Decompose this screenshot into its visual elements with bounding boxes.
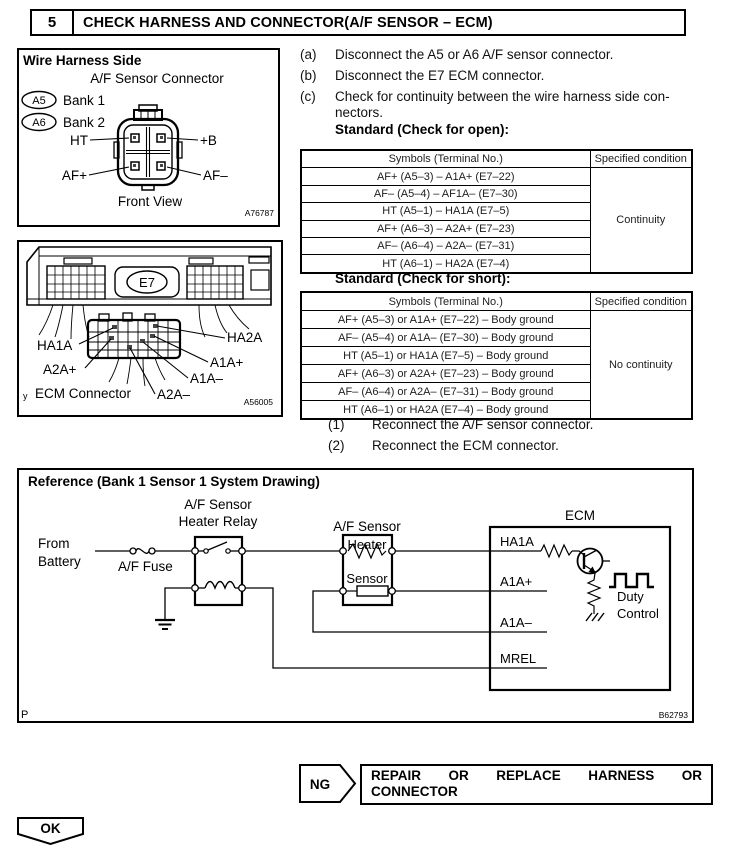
fuse-label: A/F Fuse	[118, 559, 173, 574]
table-row: HT (A6–1) – HA2A (E7–4)	[301, 255, 590, 273]
system-circuit-drawing	[19, 470, 692, 721]
pin-label-a2a-plus: A2A+	[43, 362, 77, 377]
instruction-marker: (a)	[300, 47, 317, 62]
duty-waveform-icon	[609, 574, 654, 587]
terminal-a1a-plus: A1A+	[500, 574, 533, 589]
ok-label: OK	[40, 821, 61, 836]
table-row: HT (A6–1) or HA2A (E7–4) – Body ground	[301, 401, 590, 420]
bank1-label: Bank 1	[63, 93, 106, 108]
column-header-condition: Specified condition	[590, 292, 692, 311]
table-row: AF– (A6–4) or A2A– (E7–31) – Body ground	[301, 383, 590, 401]
ground-symbol	[155, 588, 191, 629]
figure-code: A56005	[243, 397, 273, 407]
table-row: AF+ (A5–3) – A1A+ (E7–22)	[301, 168, 590, 185]
ng-label: NG	[309, 777, 331, 792]
reconnect-step-1	[328, 417, 708, 432]
step-header	[30, 9, 686, 36]
instruction-marker: (c)	[300, 89, 316, 104]
instruction-text: Disconnect the A5 or A6 A/F sensor connector.	[335, 47, 614, 62]
terminal-a1a-minus: A1A–	[500, 615, 532, 630]
figure-title: Wire Harness Side	[23, 53, 142, 68]
ecm-unit	[27, 247, 271, 339]
step-marker: (1)	[328, 417, 345, 432]
connector-body	[114, 105, 182, 190]
instruction-c	[300, 89, 700, 104]
instruction-text: Check for continuity between the wire harness side con-	[335, 89, 670, 104]
from-battery-label-1: From	[38, 536, 70, 551]
heater-label: Heater	[347, 537, 387, 552]
instruction-b	[300, 68, 700, 83]
short-check-table	[300, 291, 693, 420]
column-header-symbols: Symbols (Terminal No.)	[301, 150, 590, 168]
duty-label-1: Duty	[617, 589, 644, 604]
instruction-c-continued: nectors.	[335, 105, 384, 120]
pin-label-a1a-plus: A1A+	[210, 355, 244, 370]
step-text: Reconnect the ECM connector.	[372, 438, 559, 453]
sensor-label: Sensor	[346, 571, 388, 586]
reference-figure	[17, 468, 694, 723]
pin-label-af-minus: AF–	[203, 168, 228, 183]
sensor-title: A/F Sensor	[333, 519, 401, 534]
table-row: HT (A5–1) – HA1A (E7–5)	[301, 203, 590, 220]
caption-mark: y	[23, 391, 28, 401]
table-row: AF– (A5–4) or A1A– (E7–30) – Body ground	[301, 329, 590, 347]
page-mark: P	[21, 709, 29, 721]
connector-id: E7	[139, 275, 155, 290]
reconnect-step-2	[328, 438, 708, 453]
step-number: 5	[32, 11, 74, 34]
column-header-condition: Specified condition	[590, 150, 692, 168]
ng-arrow	[299, 764, 358, 804]
fuse-symbol	[130, 548, 155, 554]
ok-arrow	[17, 817, 85, 846]
instruction-text: Disconnect the E7 ECM connector.	[335, 68, 545, 83]
af-sensor-connector-drawing	[19, 50, 278, 225]
bank2-id: A6	[32, 117, 46, 129]
page-title: CHECK HARNESS AND CONNECTOR(A/F SENSOR – ECM)	[83, 14, 493, 31]
heater-relay-symbol	[192, 537, 246, 605]
terminal-mrel: MREL	[500, 651, 537, 666]
table-row: AF+ (A6–3) or A2A+ (E7–23) – Body ground	[301, 365, 590, 383]
open-check-table	[300, 149, 693, 274]
relay-label-2: Heater Relay	[178, 514, 258, 529]
ng-action-line2: CONNECTOR	[371, 784, 458, 799]
duty-label-2: Control	[617, 606, 659, 621]
pin-label-ha1a: HA1A	[37, 338, 73, 353]
bank2-label: Bank 2	[63, 115, 106, 130]
pin-label-ha2a: HA2A	[227, 330, 263, 345]
instruction-a	[300, 47, 700, 62]
table-row: AF– (A5–4) – AF1A– (E7–30)	[301, 185, 590, 202]
wire-harness-figure	[17, 48, 280, 227]
figure-code: B62793	[658, 710, 688, 720]
step-text: Reconnect the A/F sensor connector.	[372, 417, 594, 432]
instruction-marker: (b)	[300, 68, 317, 83]
step-marker: (2)	[328, 438, 345, 453]
ecm-connector-drawing	[19, 242, 277, 411]
bank1-id: A5	[32, 95, 46, 107]
pin-label-plus-b: +B	[200, 133, 217, 148]
column-header-symbols: Symbols (Terminal No.)	[301, 292, 590, 311]
pin-label-a1a-minus: A1A–	[190, 371, 224, 386]
pin-leader-lines	[89, 138, 201, 175]
table-row: HT (A5–1) or HA1A (E7–5) – Body ground	[301, 347, 590, 365]
from-battery-label-2: Battery	[38, 554, 81, 569]
ecm-connector-figure	[17, 240, 283, 417]
figure-code: A76787	[244, 208, 274, 218]
condition-cell: Continuity	[590, 168, 692, 273]
ng-action-line1: REPAIR OR REPLACE HARNESS OR	[371, 768, 702, 783]
relay-label-1: A/F Sensor	[184, 497, 252, 512]
table-row: AF+ (A6–3) – A2A+ (E7–23)	[301, 220, 590, 237]
circuit-wires	[245, 551, 490, 668]
table-row: AF– (A6–4) – A2A– (E7–31)	[301, 237, 590, 254]
table-row: AF+ (A5–3) or A1A+ (E7–22) – Body ground	[301, 311, 590, 329]
condition-cell: No continuity	[590, 311, 692, 420]
connector-subtitle: A/F Sensor Connector	[90, 71, 224, 86]
terminal-ha1a: HA1A	[500, 534, 534, 549]
figure-caption: Front View	[117, 194, 183, 209]
ng-action-box	[360, 764, 713, 805]
reference-title: Reference (Bank 1 Sensor 1 System Drawing)	[28, 474, 320, 489]
pin-label-af-plus: AF+	[61, 168, 87, 183]
pin-label-ht: HT	[70, 133, 88, 148]
ecm-label: ECM	[565, 508, 595, 523]
figure-caption: ECM Connector	[35, 386, 132, 401]
open-check-heading: Standard (Check for open):	[335, 122, 510, 137]
short-check-heading: Standard (Check for short):	[335, 271, 511, 286]
pin-label-a2a-minus: A2A–	[157, 387, 191, 402]
